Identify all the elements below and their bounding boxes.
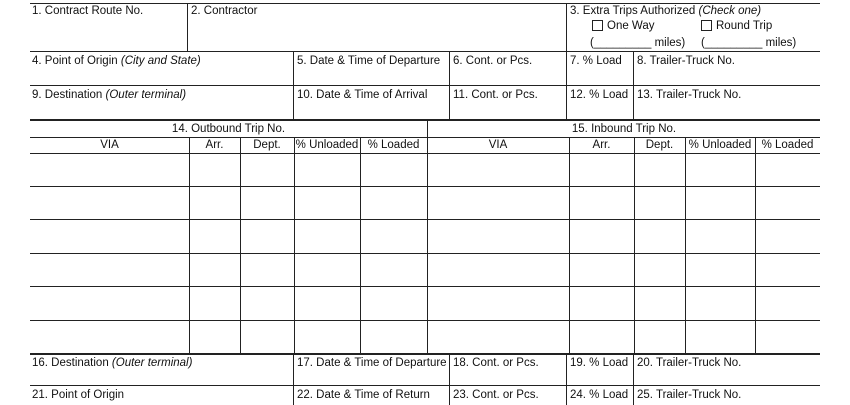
load-label: 12. % Load: [570, 89, 629, 101]
divider: [293, 51, 294, 119]
inbound-loaded-header: % Loaded: [761, 139, 814, 151]
outbound-trip-header: 14. Outbound Trip No.: [171, 123, 286, 135]
destination-label: 9. Destination (Outer terminal): [32, 89, 187, 101]
header-rule: [30, 137, 820, 138]
contract-route-label: 1. Contract Route No.: [32, 5, 144, 17]
inbound-unloaded-header: % Unloaded: [688, 139, 752, 151]
extra-trips-label: 3. Extra Trips Authorized (Check one): [570, 5, 762, 17]
trip-row[interactable]: [30, 287, 820, 320]
one-way-miles: (_________ miles): [590, 37, 686, 49]
divider: [566, 51, 567, 119]
row-rule: [30, 85, 820, 86]
divider: [293, 355, 294, 405]
section-rule: [30, 353, 820, 355]
trip-row[interactable]: [30, 321, 820, 353]
return-origin-label: 21. Point of Origin: [32, 389, 125, 401]
top-rule: [30, 3, 820, 4]
round-trip-miles: (_________ miles): [701, 37, 797, 49]
load-label: 7. % Load: [570, 55, 622, 67]
cont-pcs-label: 11. Cont. or Pcs.: [453, 89, 538, 101]
section-rule: [30, 119, 820, 121]
inbound-dept-header: Dept.: [645, 139, 674, 151]
return-departure-label: 17. Date & Time of Departure: [297, 357, 447, 369]
divider: [449, 355, 450, 405]
divider: [633, 355, 634, 405]
divider: [449, 51, 450, 119]
trailer-truck-label: 20. Trailer-Truck No.: [637, 357, 742, 369]
departure-label: 5. Date & Time of Departure: [297, 55, 441, 67]
cont-pcs-label: 23. Cont. or Pcs.: [453, 389, 539, 401]
return-date-label: 22. Date & Time of Return: [297, 389, 430, 401]
trip-row[interactable]: [30, 187, 820, 219]
inbound-via-header: VIA: [488, 139, 508, 151]
load-label: 19. % Load: [570, 357, 629, 369]
row-rule: [30, 51, 820, 52]
divider: [187, 3, 188, 51]
round-trip-checkbox[interactable]: [701, 20, 712, 31]
point-of-origin-label: 4. Point of Origin (City and State): [32, 55, 201, 67]
one-way-checkbox[interactable]: [592, 20, 603, 31]
trip-row[interactable]: [30, 154, 820, 186]
trailer-truck-label: 25. Trailer-Truck No.: [637, 389, 742, 401]
trip-row[interactable]: [30, 220, 820, 253]
row-rule: [30, 385, 820, 386]
outbound-loaded-header: % Loaded: [367, 139, 420, 151]
inbound-trip-header: 15. Inbound Trip No.: [571, 123, 677, 135]
trailer-truck-label: 8. Trailer-Truck No.: [637, 55, 735, 67]
cont-pcs-label: 18. Cont. or Pcs.: [453, 357, 539, 369]
load-label: 24. % Load: [570, 389, 629, 401]
return-destination-label: 16. Destination (Outer terminal): [32, 357, 193, 369]
outbound-arr-header: Arr.: [205, 139, 224, 151]
round-trip-label: Round Trip: [716, 20, 773, 32]
trailer-truck-label: 13. Trailer-Truck No.: [637, 89, 742, 101]
trip-row[interactable]: [30, 254, 820, 286]
contractor-label: 2. Contractor: [191, 5, 258, 17]
one-way-label: One Way: [607, 20, 655, 32]
divider: [566, 3, 567, 51]
outbound-unloaded-header: % Unloaded: [295, 139, 359, 151]
outbound-via-header: VIA: [100, 139, 119, 151]
outbound-dept-header: Dept.: [253, 139, 281, 151]
inbound-arr-header: Arr.: [592, 139, 611, 151]
arrival-label: 10. Date & Time of Arrival: [297, 89, 428, 101]
divider: [566, 355, 567, 405]
divider: [633, 51, 634, 119]
cont-pcs-label: 6. Cont. or Pcs.: [453, 55, 533, 67]
